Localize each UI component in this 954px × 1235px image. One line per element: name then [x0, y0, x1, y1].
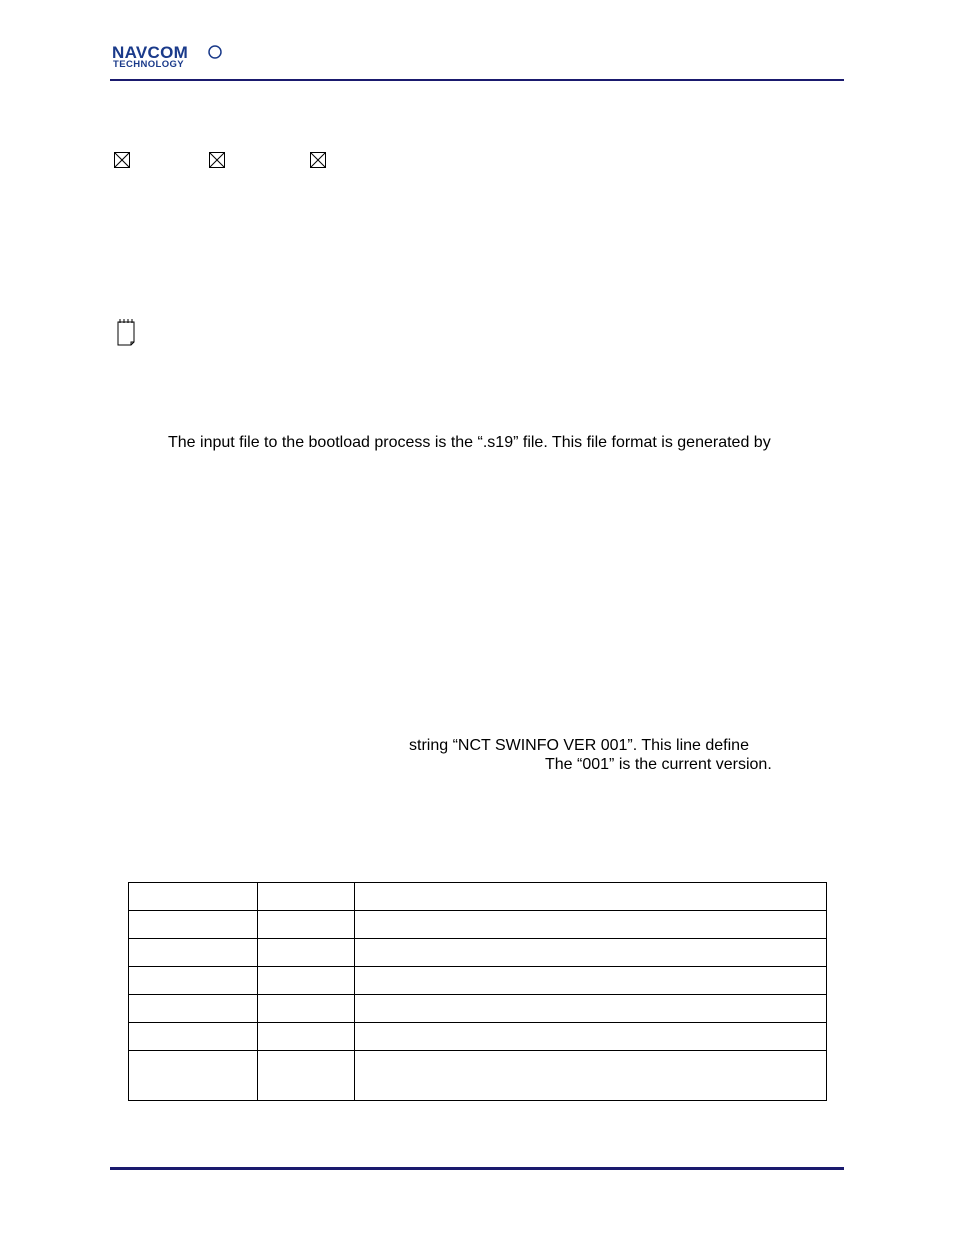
table-cell [258, 911, 355, 939]
table-cell [355, 1023, 827, 1051]
logo-wordmark: NAVCOM [112, 43, 189, 62]
table-row [129, 883, 827, 911]
table-cell [258, 883, 355, 911]
table-cell [355, 1051, 827, 1101]
header-divider [110, 79, 844, 81]
table-cell [129, 967, 258, 995]
table-cell [258, 967, 355, 995]
table-cell [129, 1051, 258, 1101]
navcom-logo [112, 43, 236, 69]
table-cell [129, 883, 258, 911]
table-cell [355, 939, 827, 967]
table-cell [129, 995, 258, 1023]
table-cell [355, 883, 827, 911]
table-cell [258, 995, 355, 1023]
table-cell [355, 995, 827, 1023]
swinfo-table [128, 882, 827, 1101]
table-cell [258, 939, 355, 967]
logo-subtitle: TECHNOLOGY [113, 59, 185, 69]
swinfo-line-1: string “NCT SWINFO VER 001”. This line define [409, 737, 749, 754]
table-row [129, 995, 827, 1023]
table-cell [129, 1023, 258, 1051]
table-row [129, 967, 827, 995]
checked-box-icon [114, 152, 130, 168]
checked-box-icon [310, 152, 326, 168]
notepad-icon [116, 318, 140, 346]
footer-divider [110, 1167, 844, 1170]
checked-box-icon [209, 152, 225, 168]
table-row [129, 1023, 827, 1051]
logo-compass-icon [209, 46, 221, 58]
table-cell [258, 1051, 355, 1101]
table-cell [355, 911, 827, 939]
table-row [129, 911, 827, 939]
table-cell [258, 1023, 355, 1051]
body-paragraph-line: The input file to the bootload process is the “.s19” file. This file format is generated by [168, 434, 771, 451]
table-cell [129, 911, 258, 939]
table-cell [129, 939, 258, 967]
table-row [129, 1051, 827, 1101]
swinfo-line-2: The “001” is the current version. [545, 756, 772, 773]
table-cell [355, 967, 827, 995]
table-row [129, 939, 827, 967]
